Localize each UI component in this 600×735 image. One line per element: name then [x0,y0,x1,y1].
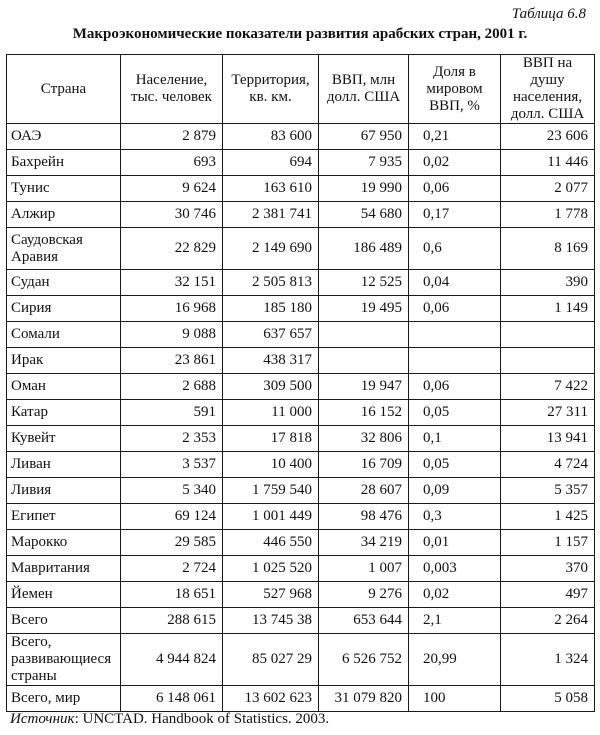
cell-gdp: 16 152 [319,400,409,426]
cell-population: 30 746 [121,202,223,228]
table-row [7,202,595,228]
cell-gdp-per-capita: 4 724 [501,452,595,478]
cell-population: 16 968 [121,296,223,322]
cell-world-gdp-share: 0,06 [409,296,501,322]
column-header-gdp-per-capita: ВВП на душу населения, долл. США [501,55,595,124]
table-row [7,348,595,374]
table-row [7,452,595,478]
cell-country: Всего, развивающиеся страны [7,634,121,686]
cell-territory: 2 381 741 [223,202,319,228]
column-header-world-gdp-share: Доля в мировом ВВП, % [409,55,501,124]
cell-territory: 2 505 813 [223,270,319,296]
cell-population: 4 944 824 [121,634,223,686]
cell-territory: 83 600 [223,124,319,150]
cell-country: Сомали [7,322,121,348]
cell-territory: 1 025 520 [223,556,319,582]
table-row [7,400,595,426]
cell-country: Йемен [7,582,121,608]
cell-territory: 637 657 [223,322,319,348]
cell-gdp: 1 007 [319,556,409,582]
cell-country: Ирак [7,348,121,374]
cell-country: Катар [7,400,121,426]
table-row [7,556,595,582]
cell-world-gdp-share: 2,1 [409,608,501,634]
table-row [7,582,595,608]
column-header-territory: Территория, кв. км. [223,55,319,124]
cell-world-gdp-share: 0,3 [409,504,501,530]
cell-world-gdp-share: 0,02 [409,582,501,608]
cell-gdp-per-capita: 497 [501,582,595,608]
cell-world-gdp-share: 0,01 [409,530,501,556]
cell-population: 69 124 [121,504,223,530]
cell-gdp: 6 526 752 [319,634,409,686]
cell-gdp: 34 219 [319,530,409,556]
cell-country: Египет [7,504,121,530]
cell-world-gdp-share: 0,06 [409,176,501,202]
cell-territory: 446 550 [223,530,319,556]
cell-territory: 1 759 540 [223,478,319,504]
cell-country: Ливия [7,478,121,504]
cell-gdp: 12 525 [319,270,409,296]
cell-gdp-per-capita: 1 149 [501,296,595,322]
cell-world-gdp-share [409,322,501,348]
cell-population: 5 340 [121,478,223,504]
cell-population: 32 151 [121,270,223,296]
table-row [7,322,595,348]
table-title: Макроэкономические показатели развития арабских стран, 2001 г. [72,26,528,42]
cell-gdp-per-capita: 23 606 [501,124,595,150]
cell-world-gdp-share: 0,21 [409,124,501,150]
cell-gdp: 9 276 [319,582,409,608]
table-row [7,478,595,504]
cell-territory: 1 001 449 [223,504,319,530]
cell-world-gdp-share: 0,17 [409,202,501,228]
cell-territory: 694 [223,150,319,176]
cell-country: ОАЭ [7,124,121,150]
cell-world-gdp-share: 0,02 [409,150,501,176]
column-header-country: Страна [7,55,121,124]
cell-country: Тунис [7,176,121,202]
cell-country: Всего, мир [7,686,121,712]
cell-gdp: 19 495 [319,296,409,322]
column-header-gdp: ВВП, млн долл. США [319,55,409,124]
cell-country: Саудовская Аравия [7,228,121,270]
cell-gdp: 186 489 [319,228,409,270]
column-header-population: Население, тыс. человек [121,55,223,124]
source-label: Источник [10,711,75,727]
cell-population: 18 651 [121,582,223,608]
cell-territory: 163 610 [223,176,319,202]
cell-gdp-per-capita: 1 425 [501,504,595,530]
cell-gdp-per-capita: 2 077 [501,176,595,202]
cell-world-gdp-share: 0,05 [409,400,501,426]
cell-world-gdp-share: 0,6 [409,228,501,270]
cell-territory: 309 500 [223,374,319,400]
cell-population: 3 537 [121,452,223,478]
cell-gdp-per-capita: 1 157 [501,530,595,556]
cell-country: Ливан [7,452,121,478]
cell-world-gdp-share: 0,04 [409,270,501,296]
cell-world-gdp-share: 0,09 [409,478,501,504]
cell-territory: 438 317 [223,348,319,374]
cell-territory: 17 818 [223,426,319,452]
table-row [7,228,595,270]
cell-territory: 2 149 690 [223,228,319,270]
cell-gdp-per-capita [501,322,595,348]
cell-world-gdp-share [409,348,501,374]
cell-population: 2 879 [121,124,223,150]
cell-population: 23 861 [121,348,223,374]
cell-gdp-per-capita: 7 422 [501,374,595,400]
cell-world-gdp-share: 0,003 [409,556,501,582]
cell-gdp-per-capita: 1 324 [501,634,595,686]
table-row [7,124,595,150]
cell-gdp-per-capita: 13 941 [501,426,595,452]
table-row [7,150,595,176]
cell-country: Марокко [7,530,121,556]
table-row [7,296,595,322]
cell-gdp-per-capita [501,348,595,374]
cell-country: Судан [7,270,121,296]
table-row [7,426,595,452]
cell-territory: 527 968 [223,582,319,608]
cell-territory: 10 400 [223,452,319,478]
cell-gdp: 67 950 [319,124,409,150]
table-row [7,270,595,296]
table-row [7,504,595,530]
cell-gdp: 19 990 [319,176,409,202]
cell-world-gdp-share: 100 [409,686,501,712]
cell-country: Бахрейн [7,150,121,176]
source-text: : UNCTAD. Handbook of Statistics. 2003. [74,711,330,727]
cell-gdp: 16 709 [319,452,409,478]
cell-gdp [319,348,409,374]
cell-territory: 13 745 38 [223,608,319,634]
cell-gdp-per-capita: 5 058 [501,686,595,712]
cell-population: 2 724 [121,556,223,582]
cell-world-gdp-share: 0,06 [409,374,501,400]
cell-gdp-per-capita: 1 778 [501,202,595,228]
cell-population: 6 148 061 [121,686,223,712]
cell-gdp: 98 476 [319,504,409,530]
source-note [10,711,329,728]
cell-world-gdp-share: 0,05 [409,452,501,478]
cell-gdp-per-capita: 5 357 [501,478,595,504]
cell-territory: 85 027 29 [223,634,319,686]
cell-population: 9 088 [121,322,223,348]
cell-gdp-per-capita: 8 169 [501,228,595,270]
cell-population: 693 [121,150,223,176]
table-body [7,124,595,712]
cell-population: 2 688 [121,374,223,400]
cell-country: Оман [7,374,121,400]
cell-country: Всего [7,608,121,634]
cell-territory: 13 602 623 [223,686,319,712]
table-row [7,634,595,686]
cell-population: 29 585 [121,530,223,556]
cell-gdp: 31 079 820 [319,686,409,712]
cell-gdp-per-capita: 27 311 [501,400,595,426]
cell-population: 591 [121,400,223,426]
table-row [7,176,595,202]
cell-country: Сирия [7,296,121,322]
cell-country: Алжир [7,202,121,228]
cell-population: 288 615 [121,608,223,634]
cell-world-gdp-share: 20,99 [409,634,501,686]
cell-gdp: 7 935 [319,150,409,176]
cell-territory: 185 180 [223,296,319,322]
table-number: Таблица 6.8 [511,6,586,22]
table-row [7,374,595,400]
cell-country: Мавритания [7,556,121,582]
table-row [7,530,595,556]
table-row [7,608,595,634]
cell-gdp-per-capita: 11 446 [501,150,595,176]
header-row [7,55,595,124]
cell-gdp-per-capita: 370 [501,556,595,582]
cell-gdp: 54 680 [319,202,409,228]
cell-gdp-per-capita: 390 [501,270,595,296]
cell-population: 22 829 [121,228,223,270]
cell-country: Кувейт [7,426,121,452]
cell-territory: 11 000 [223,400,319,426]
cell-gdp: 32 806 [319,426,409,452]
table-row [7,686,595,712]
cell-gdp: 19 947 [319,374,409,400]
cell-population: 2 353 [121,426,223,452]
cell-gdp: 28 607 [319,478,409,504]
macro-indicators-table [6,54,595,712]
cell-gdp: 653 644 [319,608,409,634]
cell-gdp-per-capita: 2 264 [501,608,595,634]
cell-population: 9 624 [121,176,223,202]
cell-world-gdp-share: 0,1 [409,426,501,452]
cell-gdp [319,322,409,348]
